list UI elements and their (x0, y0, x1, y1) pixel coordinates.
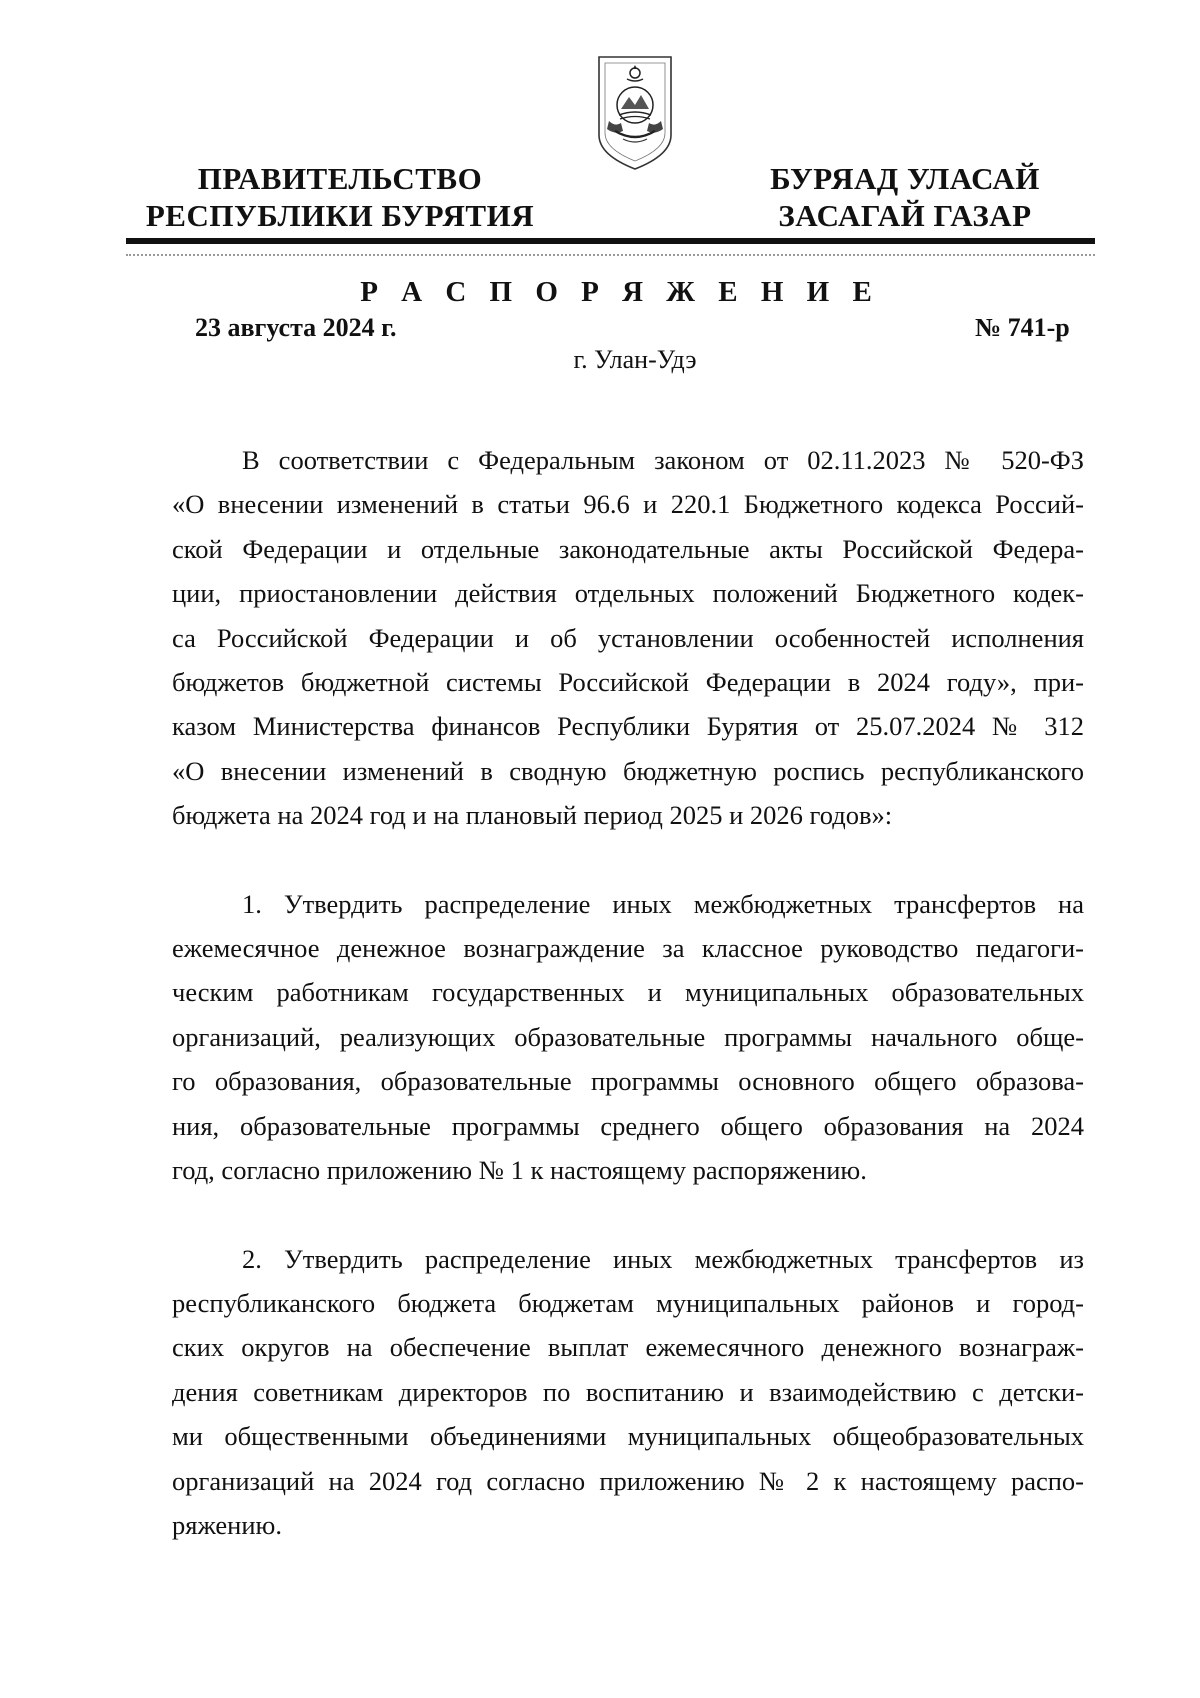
text-line: дения советникам директоров по воспитанию и взаимодействию с детски- (172, 1376, 1084, 1407)
text-line: ской Федерации и отдельные законодательные акты Российской Федера- (172, 533, 1084, 564)
document-number: № 741-р (975, 313, 1070, 342)
text-line: ния, образовательные программы среднего общего образования на 2024 (172, 1110, 1084, 1141)
text-line: ми общественными объединениями муниципальных общеобразовательных (172, 1421, 1084, 1452)
text-line: го образования, образовательные программы основного общего образова- (172, 1066, 1084, 1097)
text-line: В соответствии с Федеральным законом от 02.11.2023 № 520-ФЗ (242, 445, 1084, 475)
header-left-line-2: РЕСПУБЛИКИ БУРЯТИЯ (145, 198, 535, 233)
text-line: ческим работникам государственных и муниципальных образовательных (172, 977, 1084, 1008)
text-line: «О внесении изменений в сводную бюджетную роспись республиканского (172, 755, 1084, 786)
document-type: Р А С П О Р Я Ж Е Н И Е (360, 276, 880, 308)
text-line: бюджетов бюджетной системы Российской Федерации в 2024 году», при- (172, 667, 1084, 698)
coat-of-arms-buryatia-icon (593, 53, 677, 173)
text-line: республиканского бюджета бюджетам муниципальных районов и город- (172, 1287, 1084, 1318)
text-line: год, согласно приложению № 1 к настоящему распоряжению. (172, 1155, 867, 1186)
paragraph-preamble (172, 438, 1084, 838)
header-divider-thick (126, 238, 1095, 244)
text-line: бюджета на 2024 год и на плановый период 2025 и 2026 годов»: (172, 800, 893, 831)
header-right-line-1: БУРЯАД УЛАСАЙ (770, 161, 1040, 196)
text-line: са Российской Федерации и об установлении особенностей исполнения (172, 622, 1084, 653)
text-line: организаций на 2024 год согласно приложению № 2 к настоящему распо- (172, 1465, 1084, 1496)
text-line: ских округов на обеспечение выплат ежемесячного денежного вознаграж- (172, 1332, 1084, 1363)
document-date: 23 августа 2024 г. (195, 313, 397, 342)
header-left-line-1: ПРАВИТЕЛЬСТВО (197, 161, 483, 196)
paragraph-item-1 (172, 882, 1084, 1193)
paragraph-item-2 (172, 1237, 1084, 1548)
header-right-line-2: ЗАСАГАЙ ГАЗАР (778, 198, 1032, 233)
document-body (172, 438, 1084, 1547)
text-line: ряжению. (172, 1509, 282, 1540)
text-line: организаций, реализующих образовательные программы начального обще- (172, 1021, 1084, 1052)
text-line: казом Министерства финансов Республики Бурятия от 25.07.2024 № 312 (172, 711, 1084, 742)
text-line: ции, приостановлении действия отдельных положений Бюджетного кодек- (172, 578, 1084, 609)
header-divider-thin (126, 254, 1095, 256)
document-city: г. Улан-Удэ (573, 345, 697, 374)
text-line: 1. Утвердить распределение иных межбюджетных трансфертов на (242, 888, 1084, 919)
text-line: «О внесении изменений в статьи 96.6 и 220.1 Бюджетного кодекса Россий- (172, 489, 1084, 520)
header-government-ru (130, 160, 550, 234)
text-line: ежемесячное денежное вознаграждение за классное руководство педагоги- (172, 933, 1084, 964)
header-government-bua (735, 160, 1075, 234)
text-line: 2. Утвердить распределение иных межбюджетных трансфертов из (242, 1243, 1084, 1274)
